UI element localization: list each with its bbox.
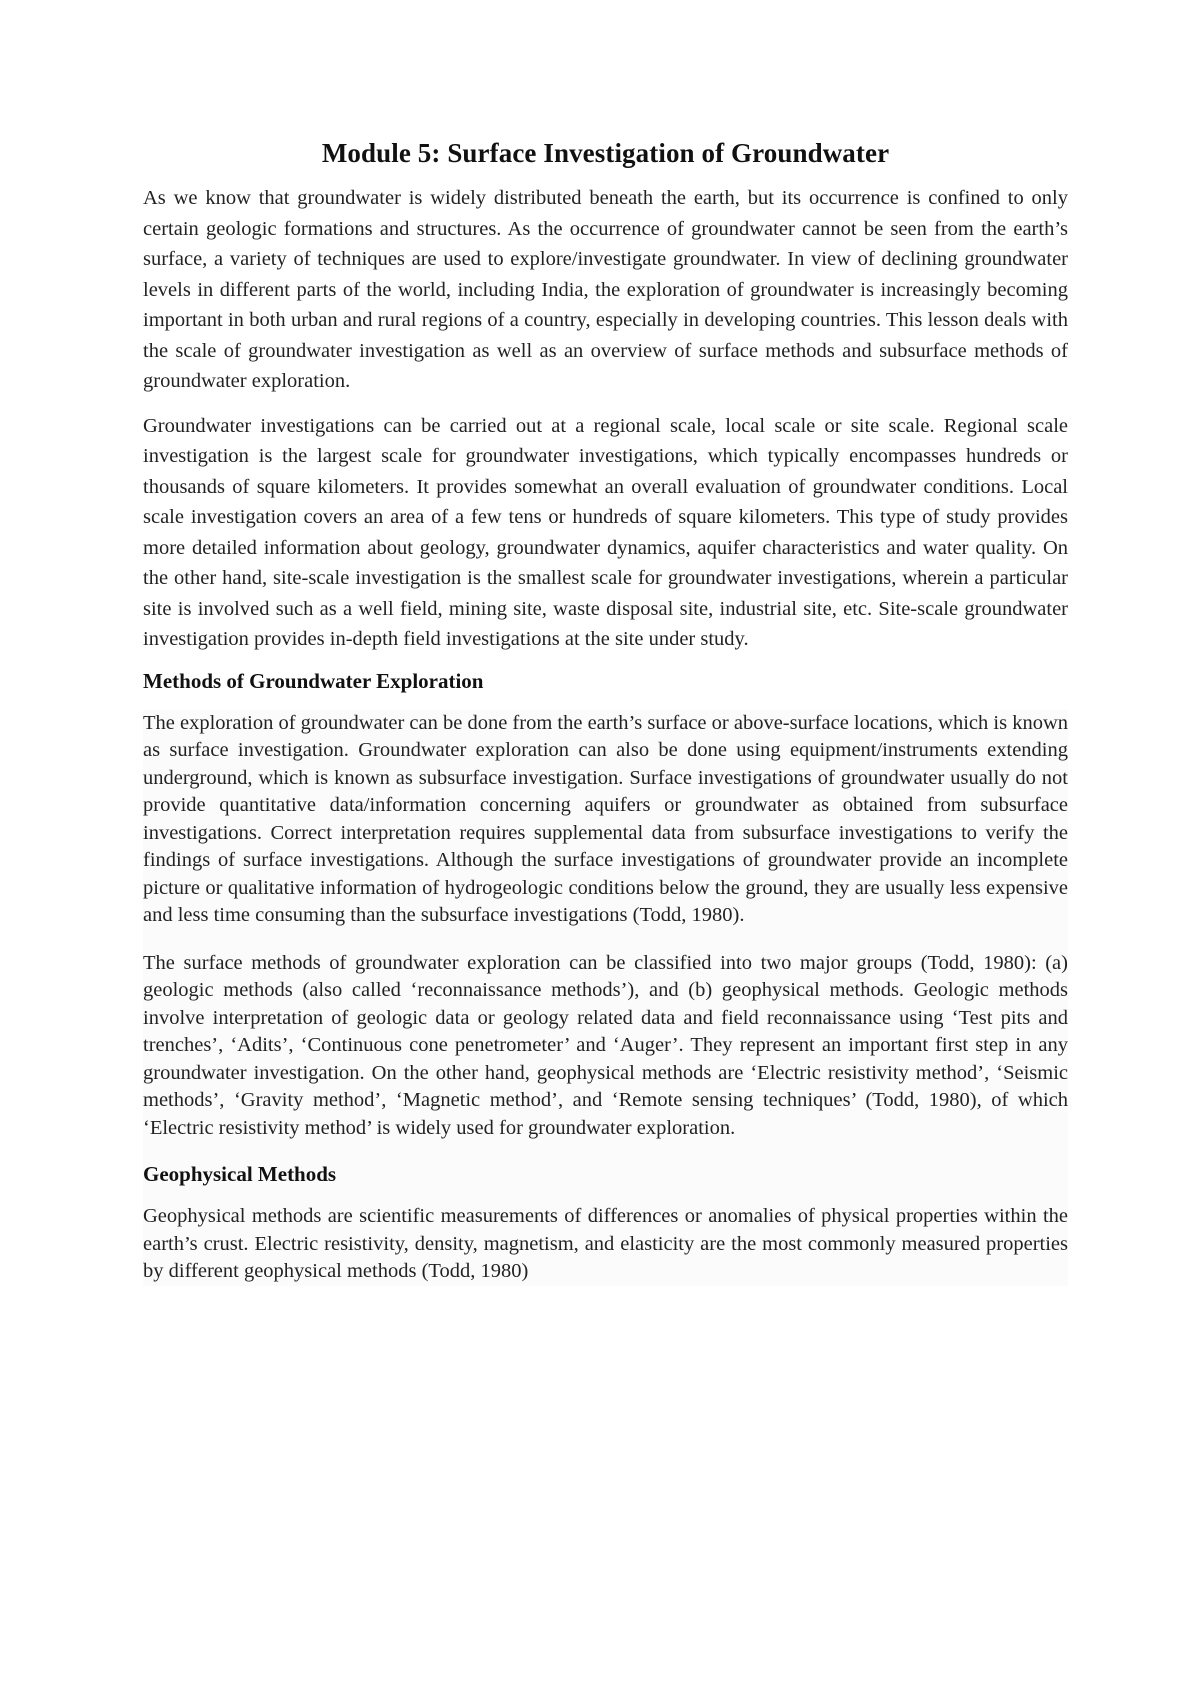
- exploration-block: [143, 710, 1068, 1286]
- section-heading-geophysical-methods: Geophysical Methods: [143, 1162, 337, 1186]
- document-body: [143, 138, 1068, 1306]
- page-title: Module 5: Surface Investigation of Groundwater: [321, 138, 890, 168]
- surface-methods-paragraph: The surface methods of groundwater exploration can be classified into two major groups (Todd, 1980): (a) geologic methods (also called ‘reconnaissance methods’), and (b) geophysical methods. Geologic methods involve interpretation of geologic data or geology related data and field reconnaissance using ‘Test pits and trenches’, ‘Adits’, ‘Continuous cone penetrometer’ and ‘Auger’. They represent an important first step in any groundwater investigation. On the other hand, geophysical methods are ‘Electric resistivity method’, ‘Seismic methods’, ‘Gravity method’, ‘Magnetic method’, and ‘Remote sensing techniques’ (Todd, 1980), of which ‘Electric resistivity method’ is widely used for groundwater exploration.: [143, 951, 1068, 1139]
- intro-paragraph: As we know that groundwater is widely distributed beneath the earth, but its occurrence is confined to only certain geologic formations and structures. As the occurrence of groundwater cannot be seen from the earth’s surface, a variety of techniques are used to explore/investigate groundwater. In view of declining groundwater levels in different parts of the world, including India, the exploration of groundwater is increasingly becoming important in both urban and rural regions of a country, especially in developing countries. This lesson deals with the scale of groundwater investigation as well as an overview of surface methods and subsurface methods of groundwater exploration.: [143, 187, 1068, 392]
- scale-paragraph: Groundwater investigations can be carried out at a regional scale, local scale or site scale. Regional scale investigation is the largest scale for groundwater investigations, which typically encompasses hundreds or thousands of square kilometers. It provides somewhat an overall evaluation of groundwater conditions. Local scale investigation covers an area of a few tens or hundreds of square kilometers. This type of study provides more detailed information about geology, groundwater dynamics, aquifer characteristics and water quality. On the other hand, site-scale investigation is the smallest scale for groundwater investigations, wherein a particular site is involved such as a well field, mining site, waste disposal site, industrial site, etc. Site-scale groundwater investigation provides in-depth field investigations at the site under study.: [143, 414, 1068, 650]
- section-heading-exploration-methods: Methods of Groundwater Exploration: [143, 668, 484, 693]
- surface-investigation-paragraph: The exploration of groundwater can be done from the earth’s surface or above-surface locations, which is known as surface investigation. Groundwater exploration can also be done using equipment/instruments extending underground, which is known as subsurface investigation. Surface investigations of groundwater usually do not provide quantitative data/information concerning aquifers or groundwater as obtained from subsurface investigations. Correct interpretation requires supplemental data from subsurface investigations to verify the findings of surface investigations. Although the surface investigations of groundwater provide an incomplete picture or qualitative information of hydrogeologic conditions below the ground, they are usually less expensive and less time consuming than the subsurface investigations (Todd, 1980).: [143, 711, 1069, 926]
- geophysical-methods-paragraph: Geophysical methods are scientific measurements of differences or anomalies of physical properties within the earth’s crust. Electric resistivity, density, magnetism, and elasticity are the most commonly measured properties by different geophysical methods (Todd, 1980): [143, 1205, 1068, 1282]
